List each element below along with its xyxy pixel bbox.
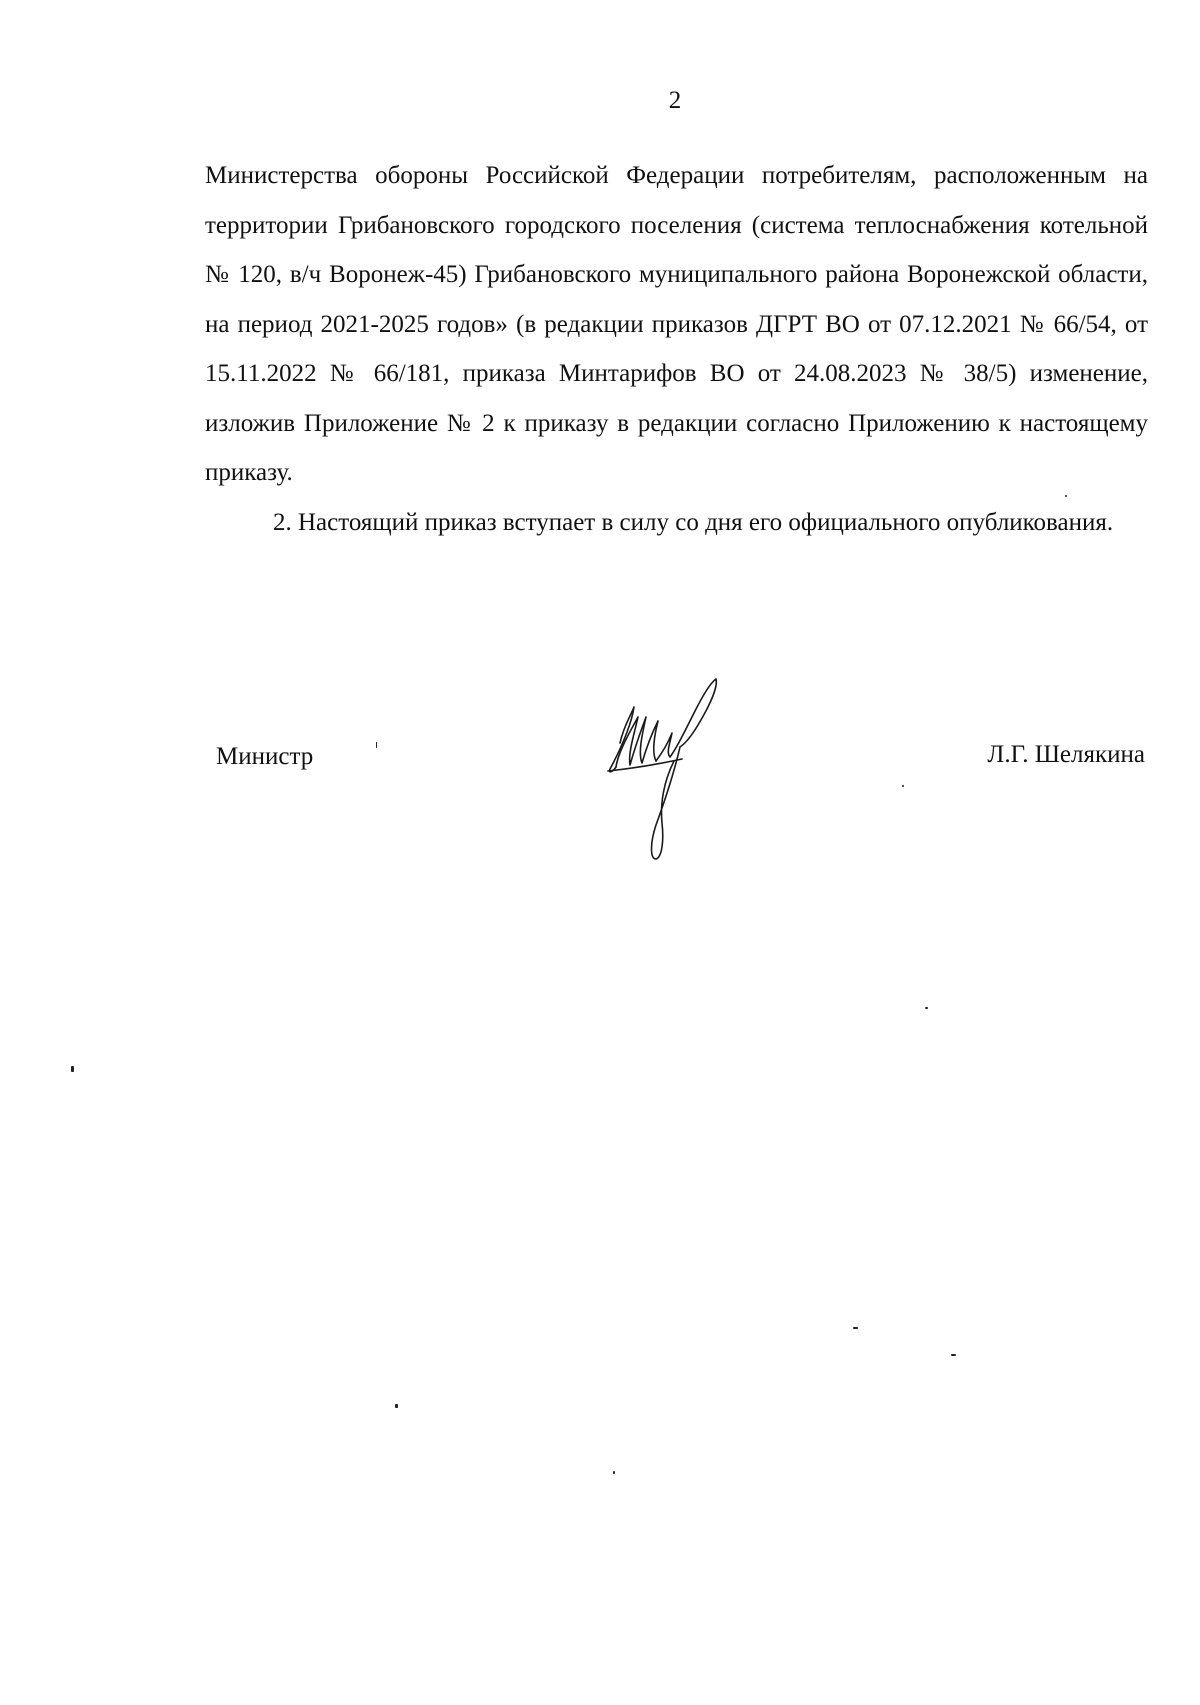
- scan-speck: [376, 742, 377, 748]
- page-number: 2: [668, 87, 682, 114]
- scan-speck: [925, 1007, 928, 1009]
- signatory-position: Министр: [216, 743, 314, 770]
- paragraph-1: Министерства обороны Российской Федерации потребителям, расположенным на территории Грибановского городского поселения (система теплоснабжения котельной № 120, в/ч Воронеж-45) Грибановского муниципального района Воронежской области, на период 2021-2025 годов» (в редакции приказов ДГРТ ВО от 07.12.2021 № 66/54, от 15.11.2022 № 66/181, приказа Минтарифов ВО от 24.08.2023 № 38/5) изменение, изложив Приложение № 2 к приказу в редакции согласно Приложению к настоящему приказу.: [205, 162, 1148, 486]
- handwritten-signature: [598, 673, 748, 873]
- document-body: [205, 151, 1148, 547]
- scan-speck: [613, 1471, 615, 1474]
- scan-speck: [1065, 495, 1067, 497]
- scan-speck: [853, 1327, 858, 1329]
- scan-speck: [395, 1404, 398, 1408]
- signatory-name: Л.Г. Шелякина: [987, 741, 1145, 768]
- paragraph-2: 2. Настоящий приказ вступает в силу со дня его официального опубликования.: [273, 508, 1114, 536]
- scan-speck: [71, 1066, 74, 1072]
- scan-speck: [902, 785, 904, 787]
- scan-speck: [951, 1354, 956, 1356]
